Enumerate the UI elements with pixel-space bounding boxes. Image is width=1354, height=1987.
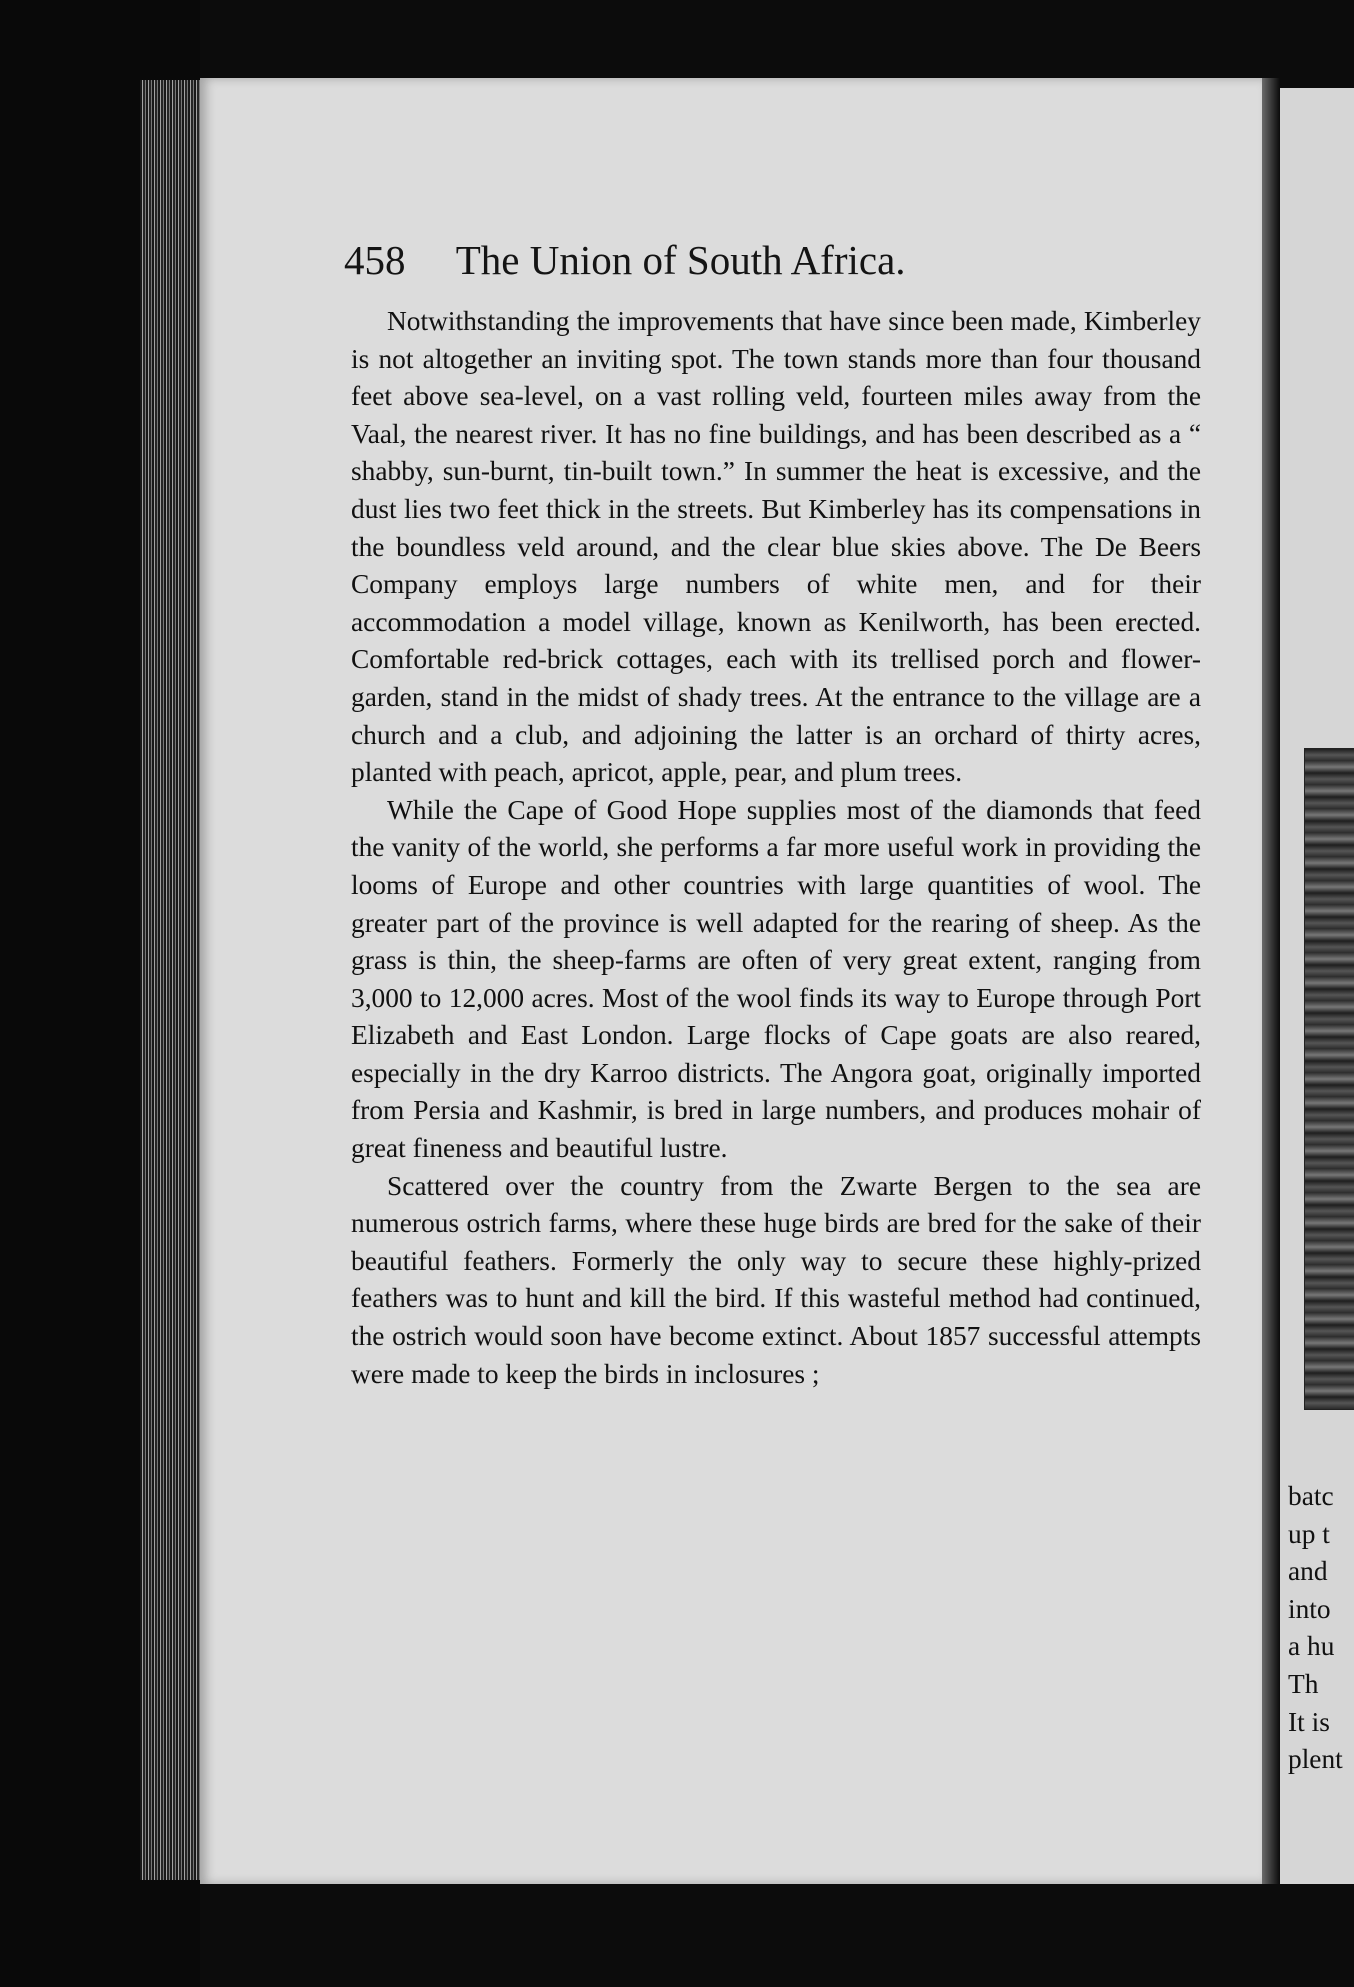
facing-line: batc xyxy=(1288,1481,1334,1511)
facing-line: into xyxy=(1288,1593,1331,1624)
page-number: 458 xyxy=(344,237,406,283)
facing-line: up t xyxy=(1288,1518,1330,1549)
facing-line: It is xyxy=(1288,1706,1330,1737)
facing-line: a hu xyxy=(1288,1631,1335,1662)
running-title: The Union of South Africa. xyxy=(455,237,906,283)
page-edges xyxy=(140,80,200,1880)
facing-page-photo xyxy=(1304,748,1354,1410)
paragraph: While the Cape of Good Hope supplies most of the diamonds that feed the vanity of the world, she performs a far more useful work in providing the looms of Europe and other countries with large quantities of wool. The greater part of the province is well adapted for the rearing of sheep. As the grass is thin, the sheep-farms are often of very great extent, ranging from 3,000 to 12,000 acres. Most of the wool finds its way to Europe through Port Elizabeth and East London. Large flocks of Cape goats are also reared, especially in the dry Karroo districts. The Angora goat, originally imported from Persia and Kashmir, is bred in large numbers, and produces mohair of great fineness and beautiful lustre. xyxy=(351,794,1201,1164)
body-text xyxy=(351,303,1201,1393)
facing-page-text xyxy=(1288,1478,1354,1779)
page-gutter xyxy=(1262,78,1280,1884)
book-page xyxy=(200,78,1262,1884)
paragraph: Scattered over the country from the Zwarte Bergen to the sea are numerous ostrich farms, where these huge birds are bred for the sake of their beautiful feathers. Formerly the only way to secure these highly-prized feathers was to hunt and kill the bird. If this wasteful method had continued, the ostrich would soon have become extinct. About 1857 successful attempts were made to keep the birds in inclosures ; xyxy=(351,1170,1201,1389)
facing-line: plent xyxy=(1288,1744,1343,1775)
facing-line: and xyxy=(1288,1556,1328,1587)
page-header xyxy=(344,230,1244,290)
paragraph: Notwithstanding the improvements that have since been made, Kimberley is not altogether an inviting spot. The town stands more than four thousand feet above sea-level, on a vast rolling veld, fourteen miles away from the Vaal, the nearest river. It has no fine buildings, and has been described as a “ shabby, sun-burnt, tin-built town.” In summer the heat is excessive, and the dust lies two feet thick in the streets. But Kimberley has its compensations in the boundless veld around, and the clear blue skies above. The De Beers Company employs large numbers of white men, and for their accommodation a model village, known as Kenilworth, has been erected. Comfortable red-brick cottages, each with its trellised porch and flower-garden, stand in the midst of shady trees. At the entrance to the village are a church and a club, and adjoining the latter is an orchard of thirty acres, planted with peach, apricot, apple, pear, and plum trees. xyxy=(351,306,1201,788)
facing-line: Th xyxy=(1288,1668,1319,1699)
facing-page xyxy=(1280,88,1354,1884)
